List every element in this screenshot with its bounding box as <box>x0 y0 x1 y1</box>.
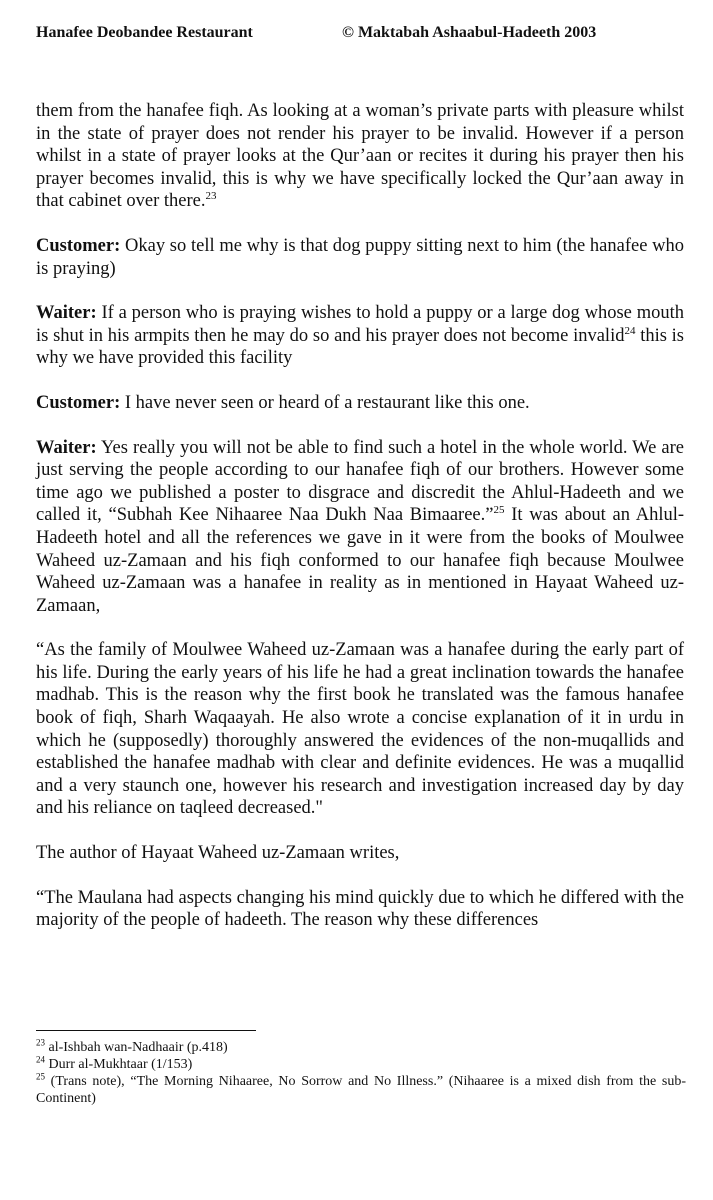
quote-paragraph-2: “The Maulana had aspects changing his mind quickly due to which he differed with the majority of the people of hadeeth. The reason why these differences <box>36 887 684 931</box>
dialogue-text: Okay so tell me why is that dog puppy sitting next to him (the hanafee who is praying) <box>36 235 684 279</box>
speaker-label: Waiter: <box>36 303 97 324</box>
paragraph-waiter-1 <box>36 302 684 370</box>
footnote-ref-24[interactable]: 24 <box>624 324 636 337</box>
header-title: Hanafee Deobandee Restaurant <box>36 24 253 41</box>
page-body <box>36 100 684 954</box>
paragraph-author-intro: The author of Hayaat Waheed uz-Zamaan writes, <box>36 843 400 864</box>
footnote-text: al-Ishbah wan-Nadhaair (p.418) <box>45 1040 228 1055</box>
dialogue-text: It was about an Ahlul-Hadeeth hotel and all the references we gave in it were from the books of Moulwee Waheed uz-Zamaan and his fiqh conformed to our hanafee fiqh because Moulwee Waheed uz-Zamaan was a hanafee in reality as in mentioned in Hayaat Waheed uz-Zamaan, <box>36 505 685 616</box>
paragraph-customer-2 <box>36 392 684 415</box>
paragraph-1 <box>36 100 684 213</box>
dialogue-text: Yes really you will not be able to find such a hotel in the whole world. We are just serving the people according to our hanafee fiqh of our brothers. However some time ago we published a poster to disgrace and discredit the Ahlul-Hadeeth and we called it, “Subhah Kee Nihaaree Naa Dukh Naa Bimaaree.” <box>36 437 684 526</box>
footnote-text: Durr al-Mukhtaar (1/153) <box>45 1057 193 1072</box>
paragraph-customer-1 <box>36 235 684 280</box>
footnote-text: (Trans note), “The Morning Nihaaree, No Sorrow and No Illness.” (Nihaaree is a mixed dish from the sub-Continent) <box>36 1074 686 1106</box>
dialogue-text: this is why we have provided this facility <box>36 325 684 369</box>
footnote-25 <box>36 1073 686 1107</box>
footnote-number: 25 <box>36 1071 45 1082</box>
dialogue-text: I have never seen or heard of a restaurant like this one. <box>120 392 530 413</box>
footnote-divider <box>36 1030 256 1031</box>
running-header <box>36 24 686 46</box>
speaker-label: Customer: <box>36 235 121 256</box>
footnote-ref-25[interactable]: 25 <box>493 504 505 517</box>
footnote-number: 23 <box>36 1037 45 1048</box>
paragraph-waiter-2 <box>36 437 684 618</box>
quote-paragraph-1: “As the family of Moulwee Waheed uz-Zamaan was a hanafee during the early part of his life. During the early years of his life he had a great inclination towards the hanafee madhab. This is the reason why the first book he translated was the famous hanafee book of fiqh, Sharh Waqaayah. He also wrote a concise explanation of it in urdu in which he (supposedly) thoroughly answered the evidences of the non-muqallids and established the hanafee madhab with clear and definite evidences. He was a muqallid and a very staunch one, however his research and investigation increased day by day and his reliance on taqleed decreased." <box>36 640 684 819</box>
footnote-23 <box>36 1039 686 1056</box>
paragraph-1-text: them from the hanafee fiqh. As looking at a woman’s private parts with pleasure whilst in the state of prayer does not render his prayer to be invalid. However if a person whilst in a state of prayer looks at the Qur’aan or recites it during his prayer then his prayer becomes invalid, this is why we have specifically locked the Qur’aan away in that cabinet over there. <box>36 101 684 212</box>
header-copyright: © Maktabah Ashaabul-Hadeeth 2003 <box>342 24 597 41</box>
speaker-label: Waiter: <box>36 437 97 458</box>
speaker-label: Customer: <box>36 392 121 413</box>
footnote-24 <box>36 1056 686 1073</box>
dialogue-text: If a person who is praying wishes to hold a puppy or a large dog whose mouth is shut in his armpits then he may do so and his prayer does not become invalid <box>36 303 684 346</box>
footnotes-section <box>36 1030 686 1107</box>
footnote-ref-23[interactable]: 23 <box>205 190 217 203</box>
footnote-number: 24 <box>36 1054 45 1065</box>
